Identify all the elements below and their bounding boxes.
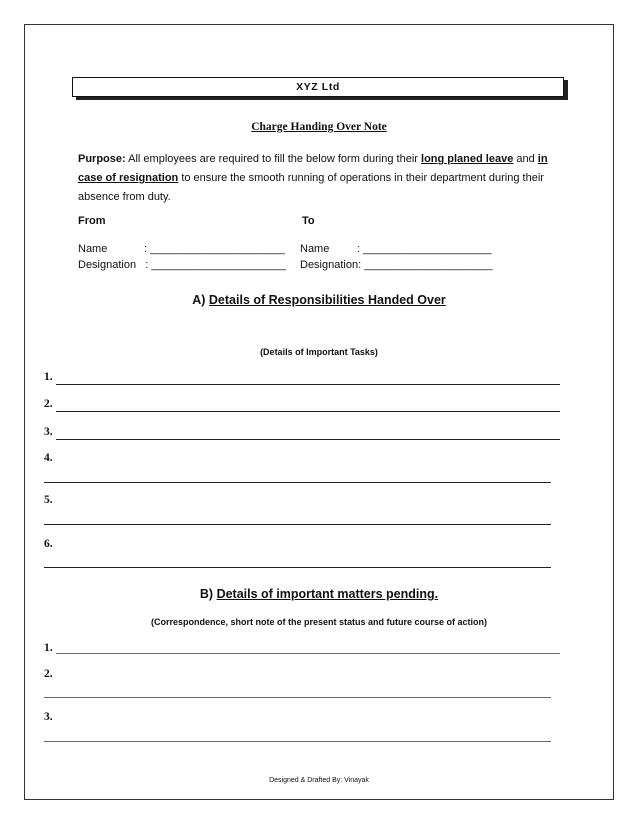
section-a-item-number: 3. xyxy=(44,426,53,438)
from-label: From xyxy=(78,215,106,227)
page-border xyxy=(24,24,614,800)
section-a-note: (Details of Important Tasks) xyxy=(260,347,378,357)
from-designation-field[interactable]: Designation : ______________________ xyxy=(78,259,286,271)
section-a-item-number: 5. xyxy=(44,494,53,506)
section-a-item-number: 2. xyxy=(44,398,53,410)
section-b-note: (Correspondence, short note of the present status and future course of action) xyxy=(150,617,488,627)
section-b-title: Details of important matters pending. xyxy=(216,587,439,601)
to-name-field[interactable]: Name : _____________________ xyxy=(300,243,492,255)
purpose-emphasis-resignation: in case of resignation xyxy=(78,153,548,184)
section-a-item-number: 4. xyxy=(44,452,53,464)
section-b-line-3[interactable] xyxy=(44,741,551,742)
section-b-line-1[interactable] xyxy=(56,653,560,654)
section-a-heading xyxy=(0,293,638,307)
section-a-line-4[interactable] xyxy=(44,482,551,483)
section-b-item-number: 2. xyxy=(44,668,53,680)
purpose-emphasis-leave: long planed leave xyxy=(421,153,514,165)
to-label: To xyxy=(302,215,315,227)
section-b-line-2[interactable] xyxy=(44,697,551,698)
section-b-prefix: B) xyxy=(199,587,214,601)
section-a-item-number: 6. xyxy=(44,538,53,550)
section-a-line-1[interactable] xyxy=(56,384,560,385)
document-title: Charge Handing Over Note xyxy=(251,121,387,133)
from-name-field[interactable]: Name : ______________________ xyxy=(78,243,285,255)
section-b-heading xyxy=(0,587,638,601)
purpose-label: Purpose: xyxy=(78,153,126,165)
section-b-item-number: 3. xyxy=(44,711,53,723)
section-a-line-6[interactable] xyxy=(44,567,551,568)
section-b-item-number: 1. xyxy=(44,642,53,654)
section-a-line-3[interactable] xyxy=(56,439,560,440)
section-a-item-number: 1. xyxy=(44,371,53,383)
purpose-text-3: to ensure the smooth running of operations in their department during their absence from duty. xyxy=(78,172,544,203)
footer-credit: Designed & Drafted By: Vinayak xyxy=(269,777,369,784)
company-name-box: XYZ Ltd xyxy=(72,77,564,97)
purpose-text-1: All employees are required to fill the below form during their xyxy=(125,153,422,165)
section-a-line-5[interactable] xyxy=(44,524,551,525)
section-a-title: Details of Responsibilities Handed Over xyxy=(208,293,446,307)
section-a-line-2[interactable] xyxy=(56,411,560,412)
purpose-paragraph xyxy=(78,150,568,207)
to-designation-field[interactable]: Designation: _____________________ xyxy=(300,259,493,271)
section-a-prefix: A) xyxy=(192,293,206,307)
purpose-text-2: and xyxy=(513,153,538,165)
